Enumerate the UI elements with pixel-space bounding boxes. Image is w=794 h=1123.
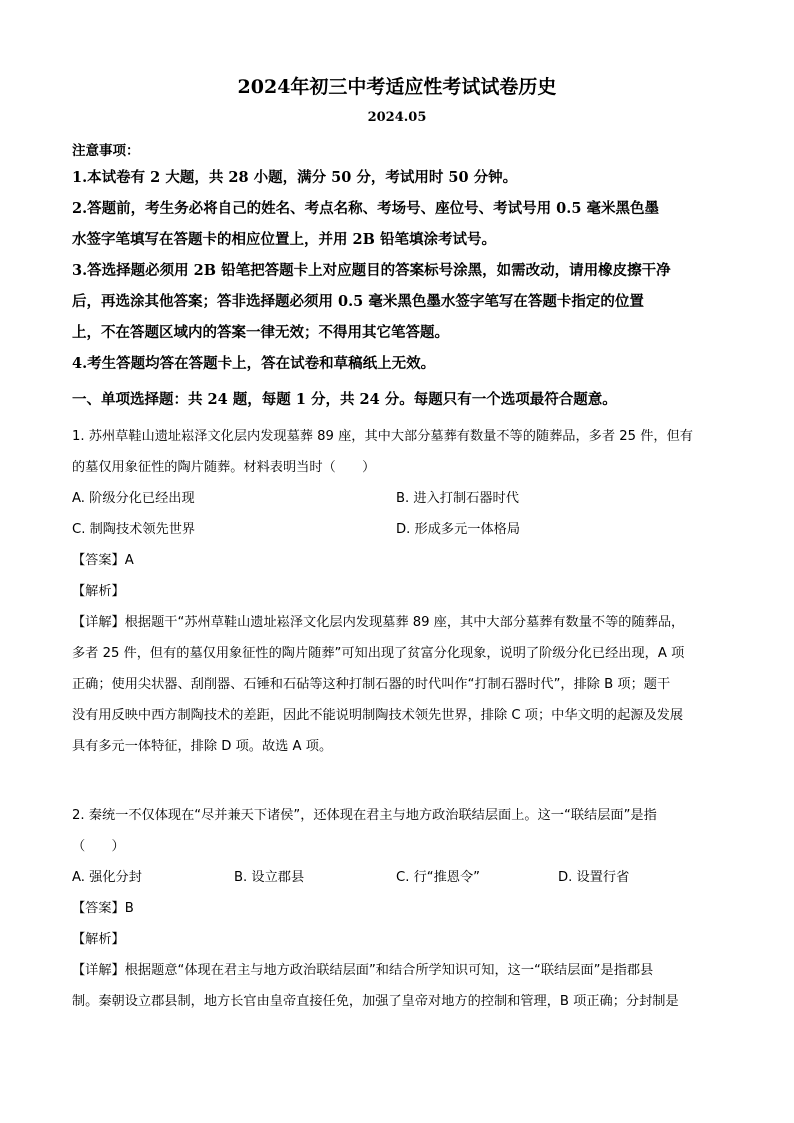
question-text: （ ）	[72, 839, 125, 854]
notes-line: 3.答选择题必须用 2B 铅笔把答题卡上对应题目的答案标号涂黑，如需改动，请用橡皮擦干净	[72, 262, 671, 279]
notes-line: 后，再选涂其他答案；答非选择题必须用 0.5 毫米黑色墨水签字笔写在答题卡指定的位置	[72, 293, 644, 310]
question-2	[72, 800, 722, 1017]
options	[72, 483, 722, 545]
question-text: 1. 苏州草鞋山遗址崧泽文化层内发现墓葬 89 座，其中大部分墓葬有数量不等的随葬品，多者 25 件，但有	[72, 429, 693, 444]
detail-line: 具有多元一体特征，排除 D 项。故选 A 项。	[72, 739, 333, 754]
notes-heading: 注意事项：	[72, 143, 140, 159]
answer-label: 【答案】A	[72, 553, 134, 568]
notes-line: 4.考生答题均答在答题卡上，答在试卷和草稿纸上无效。	[72, 355, 436, 372]
detail-line: 没有用反映中西方制陶技术的差距，因此不能说明制陶技术领先世界，排除 C 项；中华文明的起源及发展	[72, 708, 684, 723]
section-heading: 一、单项选择题：共 24 题，每题 1 分，共 24 分。每题只有一个选项最符合题意。	[72, 391, 617, 408]
option-d: D. 设置行省	[558, 870, 630, 885]
option-a: A. 阶级分化已经出现	[72, 491, 195, 506]
exam-date: 2024.05	[367, 110, 427, 125]
answer-label: 【答案】B	[72, 901, 134, 916]
analysis-label: 【解析】	[72, 584, 125, 599]
notes-line: 1.本试卷有 2 大题，共 28 小题，满分 50 分，考试用时 50 分钟。	[72, 169, 518, 186]
option-c: C. 行“推恩令”	[396, 870, 481, 885]
question-text: 2. 秦统一不仅体现在“尽并兼天下诸侯”，还体现在君主与地方政治联结层面上。这一“联结层面”是指	[72, 808, 657, 823]
option-b: B. 设立郡县	[234, 870, 305, 885]
question-1	[72, 421, 722, 762]
notes-block	[72, 140, 722, 379]
notes-line: 2.答题前，考生务必将自己的姓名、考点名称、考场号、座位号、考试号用 0.5 毫米黑色墨	[72, 200, 659, 217]
option-b: B. 进入打制石器时代	[396, 491, 519, 506]
detail-line: 正确；使用尖状器、刮削器、石锤和石砧等这种打制石器的时代叫作“打制石器时代”，排除 B 项；题干	[72, 677, 671, 692]
notes-line: 水签字笔填写在答题卡的相应位置上，并用 2B 铅笔填涂考试号。	[72, 231, 496, 248]
analysis-label: 【解析】	[72, 932, 125, 947]
page-title: 2024年初三中考适应性考试试卷历史	[237, 76, 557, 98]
option-a: A. 强化分封	[72, 870, 142, 885]
detail-line: 制。秦朝设立郡县制，地方长官由皇帝直接任免，加强了皇帝对地方的控制和管理，B 项正确；分封制是	[72, 994, 679, 1009]
detail-line: 【详解】根据题意“体现在君主与地方政治联结层面”和结合所学知识可知，这一“联结层面”是指郡县	[72, 963, 654, 978]
option-c: C. 制陶技术领先世界	[72, 522, 196, 537]
notes-line: 上，不在答题区域内的答案一律无效；不得用其它笔答题。	[72, 324, 449, 341]
detail-line: 多者 25 件，但有的墓仅用象征性的陶片随葬”可知出现了贫富分化现象，说明了阶级分化已经出现，A 项	[72, 646, 685, 661]
detail-line: 【详解】根据题干“苏州草鞋山遗址崧泽文化层内发现墓葬 89 座，其中大部分墓葬有数量不等的随葬品，	[72, 615, 685, 630]
options	[72, 862, 722, 893]
option-d: D. 形成多元一体格局	[396, 522, 521, 537]
question-text: 的墓仅用象征性的陶片随葬。材料表明当时（ ）	[72, 460, 376, 475]
